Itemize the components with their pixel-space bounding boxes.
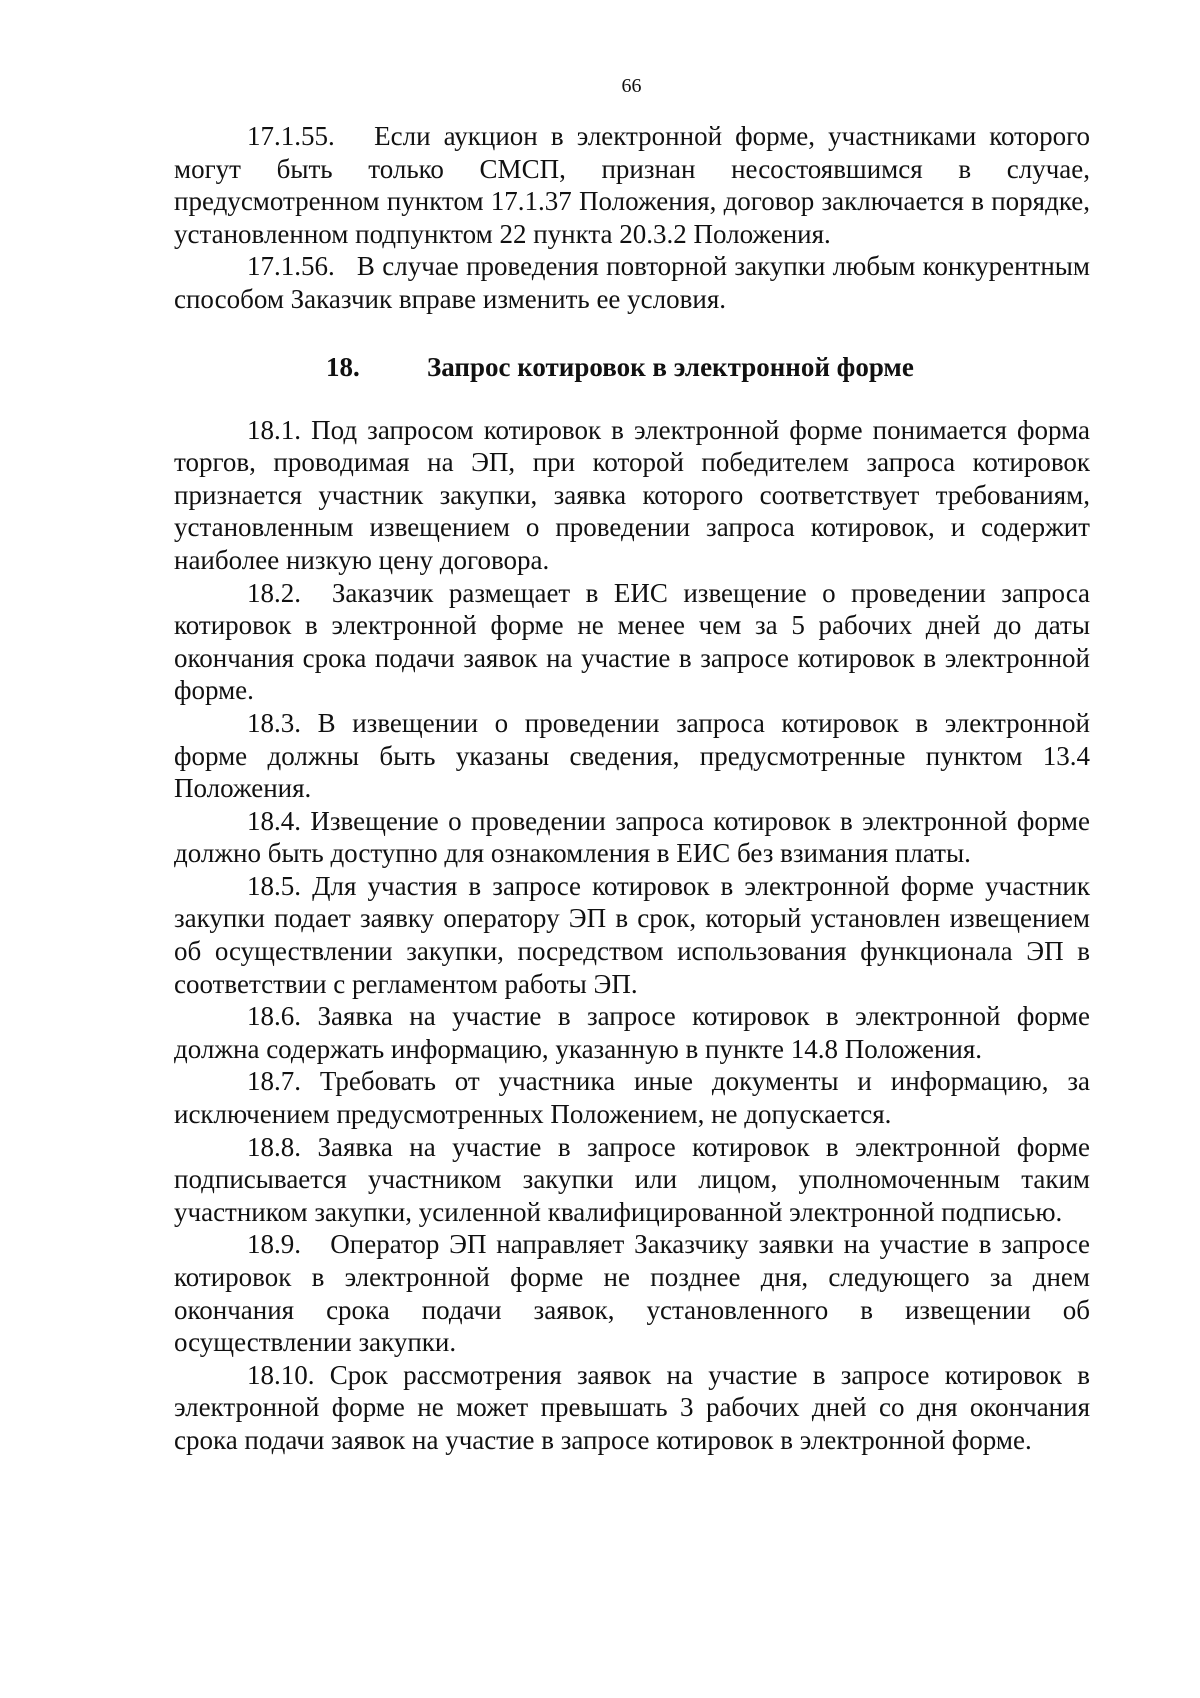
clause-number: 18.4. xyxy=(247,805,301,836)
clause-gap xyxy=(301,415,311,445)
clause-text: Заявка на участие в запросе котировок в электронной форме подписывается участником закупки или лицом, уполномоченным таким участником закупки, усиленной квалифицированной электронной подписью. xyxy=(174,1131,1090,1227)
clause-gap xyxy=(335,121,374,151)
clause-number: 18.3. xyxy=(247,707,301,738)
clause-17-1-55 xyxy=(174,120,1090,250)
clause-text: В извещении о проведении запроса котировок в электронной форме должны быть указаны сведения, предусмотренные пунктом 13.4 Положения. xyxy=(174,707,1090,804)
clause-text: Для участия в запросе котировок в электронной форме участник закупки подает заявку оператору ЭП в срок, который установлен извещением об осуществлении закупки, посредством использования функционала ЭП в соответствии с регламентом работы ЭП. xyxy=(174,870,1090,999)
clause-text: В случае проведения повторной закупки любым конкурентным способом Заказчик вправе изменить ее условия. xyxy=(174,251,1091,314)
clause-gap xyxy=(301,578,332,608)
clause-18-6 xyxy=(174,1000,1090,1065)
clause-gap xyxy=(301,1229,330,1259)
clause-number: 18.5. xyxy=(247,870,301,901)
clause-text: Извещение о проведении запроса котировок в электронной форме должно быть доступно для ознакомления в ЕИС без взимания платы. xyxy=(174,805,1090,869)
clause-gap xyxy=(301,708,318,738)
clause-number: 17.1.55. xyxy=(247,121,335,151)
clause-text: Срок рассмотрения заявок на участие в запросе котировок в электронной форме не может превышать 3 рабочих дней со дня окончания срока подачи заявок на участие в запросе котировок в электронной форме. xyxy=(174,1359,1091,1455)
clause-17-1-56 xyxy=(174,250,1090,315)
clause-text: Оператор ЭП направляет Заказчику заявки на участие в запросе котировок в электронной форме не позднее дня, следующего за днем окончания срока подачи заявок, установленного в извещении об осуществлении закупки. xyxy=(174,1229,1090,1358)
clause-number: 17.1.56. xyxy=(247,251,335,282)
clause-number: 18.10. xyxy=(247,1359,315,1390)
clause-text: Заявка на участие в запросе котировок в электронной форме должна содержать информацию, указанную в пункте 14.8 Положения. xyxy=(174,1001,1090,1064)
clause-18-4 xyxy=(174,805,1090,870)
section-heading xyxy=(174,350,1090,384)
clause-text: Если аукцион в электронной форме, участниками которого могут быть только СМСП, признан несостоявшимся в случае, предусмотренном пунктом 17.1.37 Положения, договор заключается в порядке, установленном подпунктом 22 пункта 20.3.2 Положения. xyxy=(174,121,1091,249)
clause-text: Под запросом котировок в электронной форме понимается форма торгов, проводимая на ЭП, при которой победителем запроса котировок признается участник закупки, заявка которого соответствует требованиям, установленным извещением о проведении запроса котировок, и содержит наиболее низкую цену договора. xyxy=(174,414,1091,575)
clause-gap xyxy=(301,1001,317,1031)
clause-18-10 xyxy=(174,1359,1090,1457)
clause-18-1 xyxy=(174,414,1090,577)
clause-gap xyxy=(315,1360,330,1390)
clause-number: 18.1. xyxy=(247,414,301,445)
clause-number: 18.7. xyxy=(247,1066,301,1097)
clause-18-3 xyxy=(174,707,1090,805)
clause-18-8 xyxy=(174,1131,1090,1229)
clause-gap xyxy=(301,1132,317,1162)
clause-number: 18.8. xyxy=(247,1131,301,1162)
clause-gap xyxy=(301,1066,320,1096)
clause-text: Заказчик размещает в ЕИС извещение о проведении запроса котировок в электронной форме не менее чем за 5 рабочих дней до даты окончания срока подачи заявок на участие в запросе котировок в электронной форме. xyxy=(174,577,1090,706)
clause-18-5 xyxy=(174,870,1090,1000)
clause-gap xyxy=(335,251,357,281)
clause-18-9 xyxy=(174,1228,1090,1358)
clause-number: 18.9. xyxy=(247,1229,301,1260)
clause-text: Требовать от участника иные документы и информацию, за исключением предусмотренных Положением, не допускается. xyxy=(174,1066,1090,1130)
clause-number: 18.6. xyxy=(247,1001,301,1032)
document-body xyxy=(174,120,1090,1457)
section-title: Запрос котировок в электронной форме xyxy=(427,351,914,382)
section-number: 18. xyxy=(326,351,360,382)
clause-18-7 xyxy=(174,1065,1090,1130)
clause-gap xyxy=(301,806,310,836)
clause-18-2 xyxy=(174,577,1090,707)
page-number: 66 xyxy=(621,75,642,97)
clause-gap xyxy=(301,871,312,901)
clause-number: 18.2. xyxy=(247,577,301,608)
